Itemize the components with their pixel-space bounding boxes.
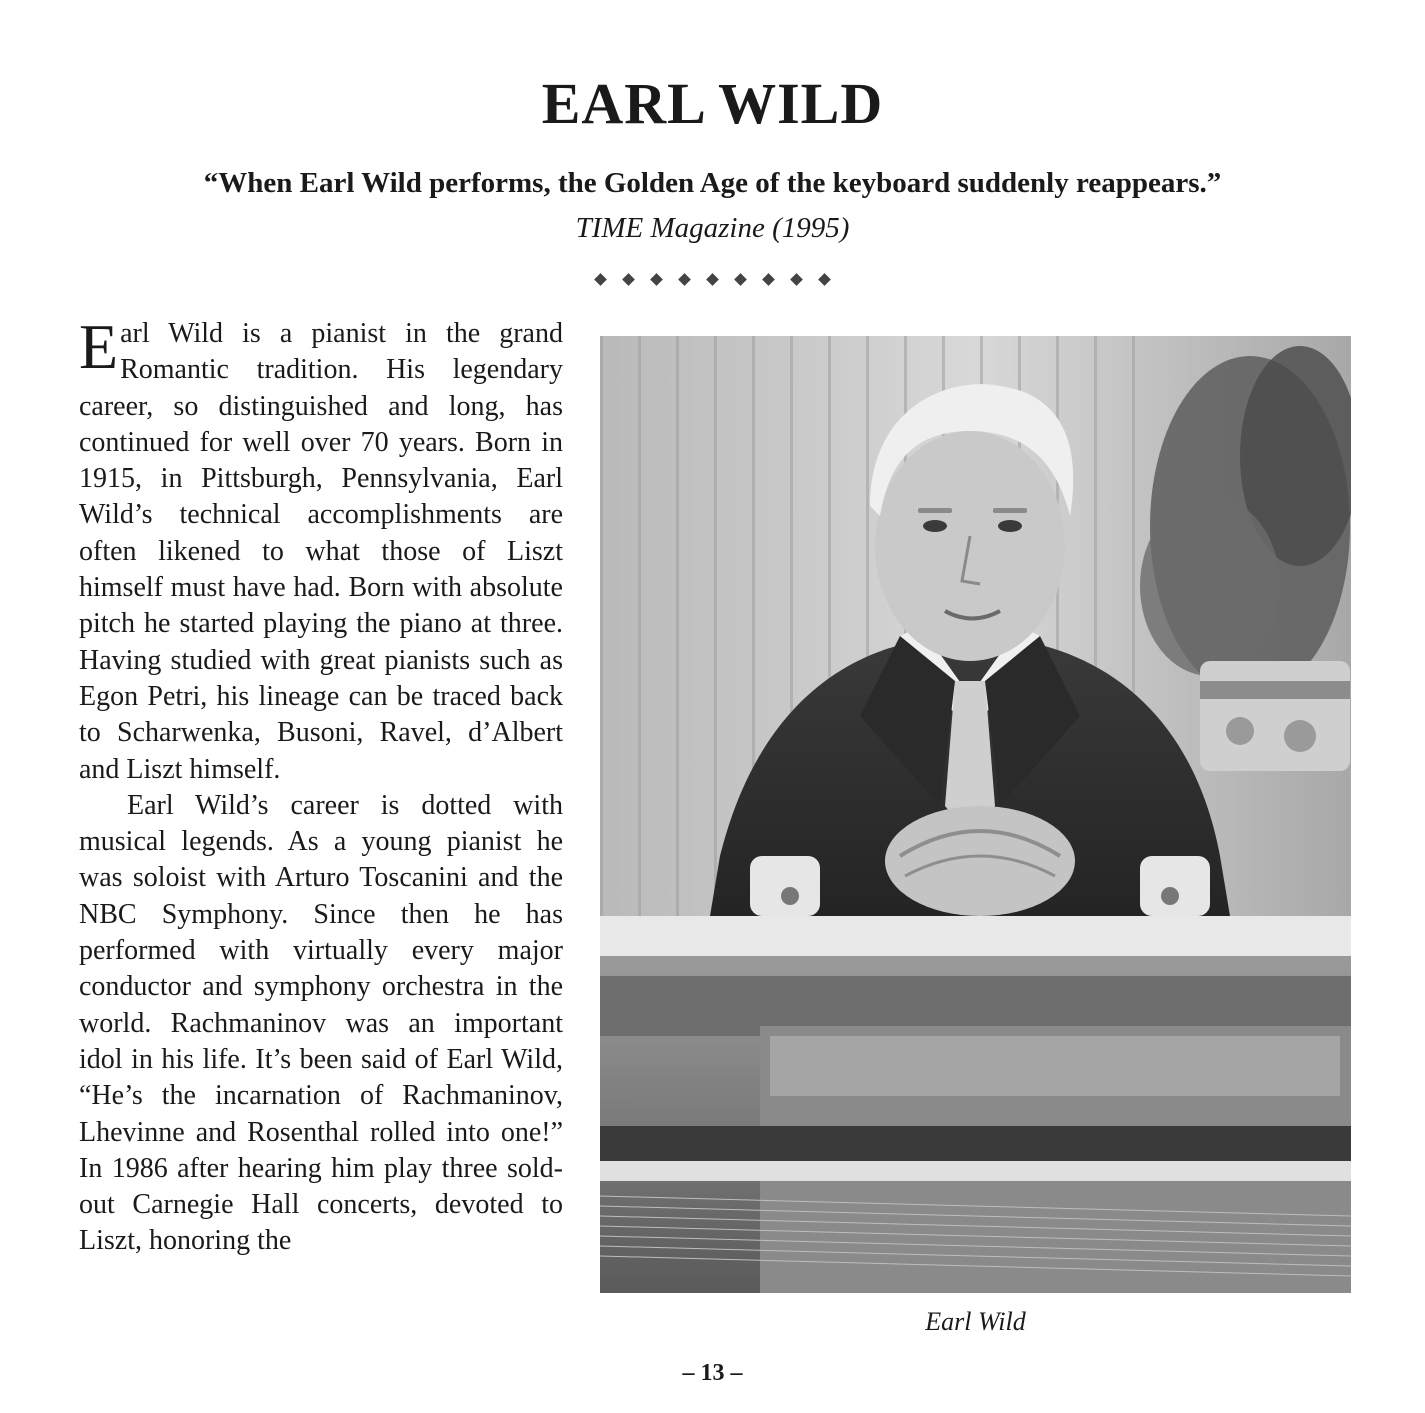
page-title: EARL WILD: [541, 71, 884, 136]
portrait-photo: [600, 336, 1351, 1293]
biography-text: [79, 311, 563, 1260]
diamond-icon: [734, 273, 747, 286]
photo-caption: Earl Wild: [925, 1307, 1026, 1336]
drop-cap: E: [79, 311, 119, 382]
diamond-icon: [594, 273, 607, 286]
portrait-illustration: [600, 336, 1351, 1293]
page-number: – 13 –: [682, 1360, 743, 1386]
diamond-icon: [650, 273, 663, 286]
diamond-icon: [818, 273, 831, 286]
diamond-ornament-divider: [0, 275, 1425, 284]
quote-attribution: TIME Magazine (1995): [575, 212, 850, 244]
diamond-icon: [678, 273, 691, 286]
diamond-icon: [706, 273, 719, 286]
diamond-icon: [622, 273, 635, 286]
diamond-icon: [762, 273, 775, 286]
paragraph-1-text: arl Wild is a pianist in the grand Romantic tradition. His legendary career, so distinguished and long, has continued for well over 70 years. Born in 1915, in Pittsburgh, Pennsylvania, Earl Wild’s technical accomplishments are often likened to what those of Liszt himself must have had. Born with absolute pitch he started playing the piano at three. Having studied with great pianists such as Egon Petri, his lineage can be traced back to Scharwenka, Busoni, Ravel, d’Albert and Liszt himself.: [79, 318, 563, 785]
paragraph-1: [79, 311, 563, 788]
paragraph-2: Earl Wild’s career is dotted with musical legends. As a young pianist he was soloist with Arturo Toscanini and the NBC Symphony. Since then he has performed with virtually every major conductor and symphony orchestra in the world. Rachmaninov was an important idol in his life. It’s been said of Earl Wild, “He’s the incarnation of Rachmaninov, Lhevinne and Rosenthal rolled into one!” In 1986 after hearing him play three sold-out Carnegie Hall concerts, devoted to Liszt, honoring the: [79, 789, 563, 1257]
diamond-icon: [790, 273, 803, 286]
pull-quote: “When Earl Wild performs, the Golden Age of the keyboard suddenly reappears.”: [203, 167, 1222, 199]
